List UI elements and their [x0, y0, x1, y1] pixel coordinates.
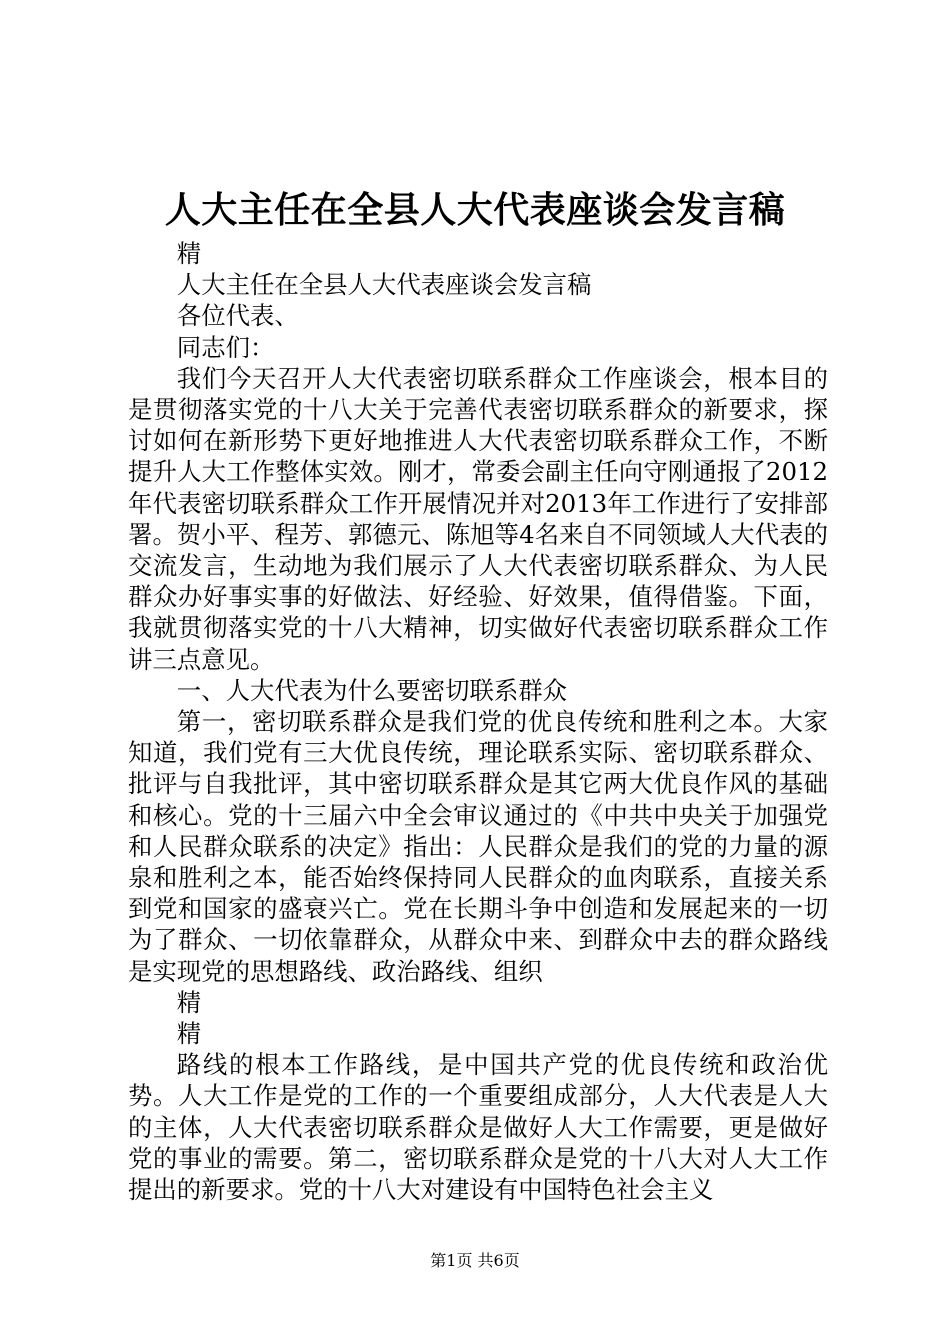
page-footer: 第1页 共6页: [430, 1251, 520, 1270]
body-line: 精: [176, 1019, 202, 1049]
body-paragraph: 路线的根本工作路线，是中国共产党的优良传统和政治优势。人大工作是党的工作的一个重要组成部分，人大代表是人大的主体，人大代表密切联系群众是做好人大工作需要，更是做好党的事业的需要。第二，密切联系群众是党的十八大对人大工作提出的新要求。党的十八大对建设有中国特色社会主义: [128, 1050, 828, 1205]
body-line: 人大主任在全县人大代表座谈会发言稿: [176, 270, 592, 300]
body-line: 同志们：: [176, 332, 275, 362]
body-paragraph: 第一，密切联系群众是我们党的优良传统和胜利之本。大家知道，我们党有三大优良传统，理论联系实际、密切联系群众、批评与自我批评，其中密切联系群众是其它两大优良作风的基础和核心。党的十三届六中全会审议通过的《中共中央关于加强党和人民群众联系的决定》指出：人民群众是我们的党的力量的源泉和胜利之本，能否始终保持同人民群众的血肉联系，直接关系到党和国家的盛衰兴亡。党在长期斗争中创造和发展起来的一切为了群众、一切依靠群众，从群众中来、到群众中去的群众路线是实现党的思想路线、政治路线、组织: [128, 707, 828, 986]
body-line: 精: [176, 987, 202, 1017]
body-line: 一、人大代表为什么要密切联系群众: [176, 675, 568, 705]
document-body: [128, 238, 828, 1205]
body-paragraph: 我们今天召开人大代表密切联系群众工作座谈会，根本目的是贯彻落实党的十八大关于完善代表密切联系群众的新要求，探讨如何在新形势下更好地推进人大代表密切联系群众工作，不断提升人大工作整体实效。刚才，常委会副主任向守刚通报了2012年代表密切联系群众工作开展情况并对2013年工作进行了安排部署。贺小平、程芳、郭德元、陈旭等4名来自不同领域人大代表的交流发言，生动地为我们展示了人大代表密切联系群众、为人民群众办好事实事的好做法、好经验、好效果，值得借鉴。下面，我就贯彻落实党的十八大精神，切实做好代表密切联系群众工作讲三点意见。: [128, 363, 828, 674]
body-line: 各位代表、: [176, 301, 299, 331]
body-line: 精: [176, 239, 202, 268]
document-title: 人大主任在全县人大代表座谈会发言稿: [164, 189, 786, 231]
